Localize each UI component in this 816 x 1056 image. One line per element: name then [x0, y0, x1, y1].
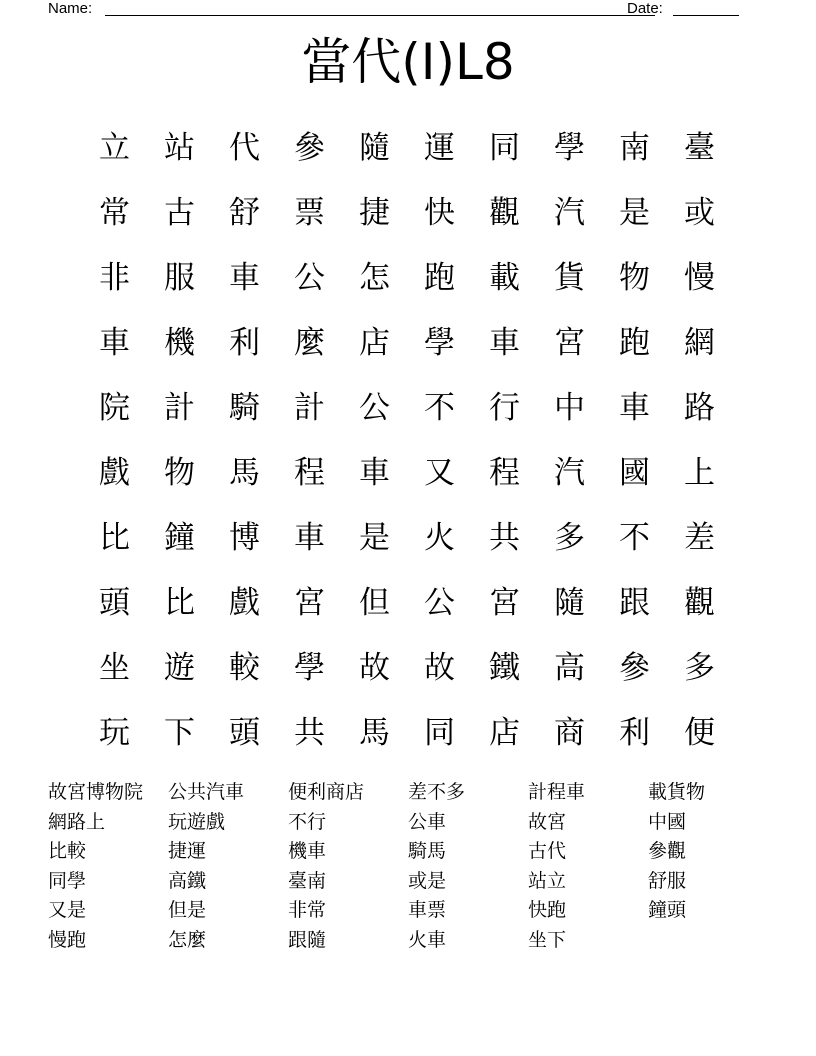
grid-cell: 頭: [99, 585, 130, 621]
grid-cell: 戲: [99, 455, 130, 491]
grid-cell: 坐: [99, 650, 130, 686]
grid-cell: 學: [294, 650, 325, 686]
grid-cell: 程: [489, 455, 520, 491]
word-list-item: 玩遊戲: [168, 810, 226, 833]
grid-cell: 騎: [229, 390, 260, 426]
grid-cell: 國: [619, 455, 650, 491]
grid-cell: 貨: [554, 260, 585, 296]
page-title: 當代(I)L8: [301, 33, 515, 91]
grid-cell: 古: [164, 195, 195, 231]
word-list-item: 站立: [528, 869, 567, 892]
grid-cell: 多: [684, 650, 715, 686]
grid-cell: 馬: [229, 455, 260, 491]
word-list-item: 故宮: [528, 810, 567, 833]
grid-cell: 隨: [359, 130, 390, 166]
grid-cell: 公: [294, 260, 325, 296]
grid-cell: 車: [489, 325, 520, 361]
word-list-item: 鐘頭: [648, 899, 687, 921]
grid-cell: 怎: [359, 260, 390, 296]
grid-cell: 故: [424, 650, 455, 686]
grid-cell: 車: [619, 390, 650, 426]
grid-cell: 票: [294, 195, 325, 231]
grid-row: [82, 632, 732, 697]
word-list-item: 不行: [288, 810, 327, 833]
grid-cell: 商: [554, 715, 585, 751]
grid-cell: 快: [424, 195, 455, 231]
grid-cell: 程: [294, 455, 325, 491]
grid-cell: 跑: [619, 325, 650, 361]
word-list-item: 中國: [648, 810, 687, 833]
grid-row: [82, 437, 732, 502]
grid-row: [82, 697, 732, 762]
name-label: Name:: [48, 0, 93, 17]
grid-cell: 公: [359, 390, 390, 426]
grid-cell: 代: [229, 130, 260, 166]
grid-cell: 馬: [359, 715, 390, 751]
grid-cell: 運: [424, 130, 455, 166]
grid-cell: 汽: [554, 455, 585, 491]
grid-cell: 路: [684, 390, 715, 426]
grid-cell: 共: [489, 520, 520, 556]
word-search-grid: [82, 112, 732, 762]
grid-cell: 博: [229, 520, 260, 556]
word-list-item: 公車: [408, 810, 447, 833]
word-list-item: 古代: [528, 840, 567, 862]
grid-cell: 比: [164, 585, 195, 621]
word-list-item: 差不多: [408, 781, 466, 803]
word-list-item: 坐下: [528, 928, 567, 951]
grid-cell: 車: [359, 455, 390, 491]
word-list-item: 高鐵: [168, 869, 207, 892]
word-list-item: 機車: [288, 840, 327, 862]
grid-row: [82, 372, 732, 437]
grid-cell: 多: [554, 520, 585, 556]
word-list-item: 火車: [408, 928, 447, 951]
grid-cell: 舒: [229, 195, 260, 231]
grid-cell: 但: [359, 585, 390, 621]
grid-cell: 觀: [684, 585, 715, 621]
grid-cell: 比: [99, 520, 130, 556]
grid-cell: 店: [489, 715, 520, 751]
grid-cell: 計: [294, 390, 325, 426]
grid-row: [82, 112, 732, 177]
word-list-item: 怎麼: [168, 928, 207, 951]
grid-cell: 參: [294, 130, 325, 166]
grid-row: [82, 307, 732, 372]
grid-cell: 戲: [229, 585, 260, 621]
grid-cell: 同: [489, 130, 520, 166]
grid-cell: 頭: [229, 715, 260, 751]
grid-cell: 車: [99, 325, 130, 361]
grid-cell: 中: [554, 390, 585, 426]
grid-row: [82, 177, 732, 242]
grid-cell: 宮: [554, 325, 585, 361]
grid-cell: 宮: [294, 585, 325, 621]
grid-cell: 機: [164, 325, 195, 361]
grid-cell: 共: [294, 715, 325, 751]
word-list: [48, 778, 768, 955]
grid-row: [82, 502, 732, 567]
grid-cell: 慢: [684, 260, 715, 296]
word-list-item: 非常: [288, 899, 327, 921]
grid-cell: 店: [359, 325, 390, 361]
grid-cell: 不: [619, 520, 650, 556]
grid-cell: 學: [554, 130, 585, 166]
grid-cell: 高: [554, 650, 585, 686]
grid-cell: 跑: [424, 260, 455, 296]
grid-cell: 觀: [489, 195, 520, 231]
grid-cell: 是: [619, 195, 650, 231]
grid-cell: 利: [229, 325, 260, 361]
word-list-item: 車票: [408, 899, 447, 921]
grid-cell: 物: [164, 455, 195, 491]
grid-cell: 計: [164, 390, 195, 426]
word-list-item: 跟隨: [288, 928, 327, 951]
grid-cell: 上: [684, 455, 715, 491]
grid-cell: 是: [359, 520, 390, 556]
header: [48, 0, 748, 20]
grid-cell: 車: [229, 260, 260, 296]
grid-cell: 常: [99, 195, 130, 231]
word-list-item: 公共汽車: [168, 781, 245, 803]
grid-cell: 捷: [359, 195, 390, 231]
grid-cell: 臺: [684, 130, 715, 166]
grid-cell: 不: [424, 390, 455, 426]
word-list-item: 故宮博物院: [48, 781, 144, 803]
grid-cell: 物: [619, 260, 650, 296]
grid-cell: 服: [164, 260, 195, 296]
grid-cell: 利: [619, 715, 650, 751]
grid-cell: 麼: [294, 325, 325, 361]
grid-cell: 較: [229, 650, 260, 686]
name-blank-line: [105, 15, 655, 16]
word-list-item: 比較: [48, 840, 87, 862]
grid-cell: 汽: [554, 195, 585, 231]
word-list-item: 騎馬: [408, 840, 447, 862]
word-list-item: 計程車: [528, 781, 586, 803]
word-list-item: 捷運: [168, 840, 207, 862]
grid-cell: 玩: [99, 715, 130, 751]
date-label: Date:: [627, 0, 663, 17]
grid-cell: 隨: [554, 585, 585, 621]
word-list-item: 載貨物: [648, 781, 706, 803]
grid-cell: 學: [424, 325, 455, 361]
grid-cell: 行: [489, 390, 520, 426]
grid-cell: 南: [619, 130, 650, 166]
grid-cell: 火: [424, 520, 455, 556]
grid-cell: 故: [359, 650, 390, 686]
grid-cell: 鐵: [489, 650, 520, 686]
grid-cell: 或: [684, 195, 715, 231]
word-list-item: 參觀: [648, 840, 687, 862]
grid-cell: 院: [99, 390, 130, 426]
word-list-item: 快跑: [528, 899, 567, 921]
word-list-item: 臺南: [288, 869, 327, 892]
grid-cell: 便: [684, 715, 715, 751]
grid-cell: 差: [684, 520, 715, 556]
grid-row: [82, 567, 732, 632]
word-list-item: 便利商店: [288, 781, 365, 803]
grid-cell: 車: [294, 520, 325, 556]
grid-row: [82, 242, 732, 307]
grid-cell: 站: [164, 130, 195, 166]
grid-cell: 公: [424, 585, 455, 621]
grid-cell: 立: [99, 130, 130, 166]
grid-cell: 下: [164, 715, 195, 751]
grid-cell: 遊: [164, 650, 195, 686]
grid-cell: 又: [424, 455, 455, 491]
grid-cell: 非: [99, 260, 130, 296]
word-list-item: 又是: [48, 899, 87, 921]
date-blank-line: [673, 15, 739, 16]
grid-cell: 參: [619, 650, 650, 686]
grid-cell: 跟: [619, 585, 650, 621]
word-list-item: 網路上: [48, 810, 106, 833]
grid-cell: 宮: [489, 585, 520, 621]
grid-cell: 同: [424, 715, 455, 751]
word-list-item: 或是: [408, 869, 447, 892]
word-list-item: 慢跑: [48, 928, 87, 951]
grid-cell: 載: [489, 260, 520, 296]
grid-cell: 網: [684, 325, 715, 361]
word-list-item: 但是: [168, 899, 207, 921]
word-list-item: 同學: [48, 869, 87, 892]
grid-cell: 鐘: [164, 520, 195, 556]
word-list-item: 舒服: [648, 869, 687, 892]
